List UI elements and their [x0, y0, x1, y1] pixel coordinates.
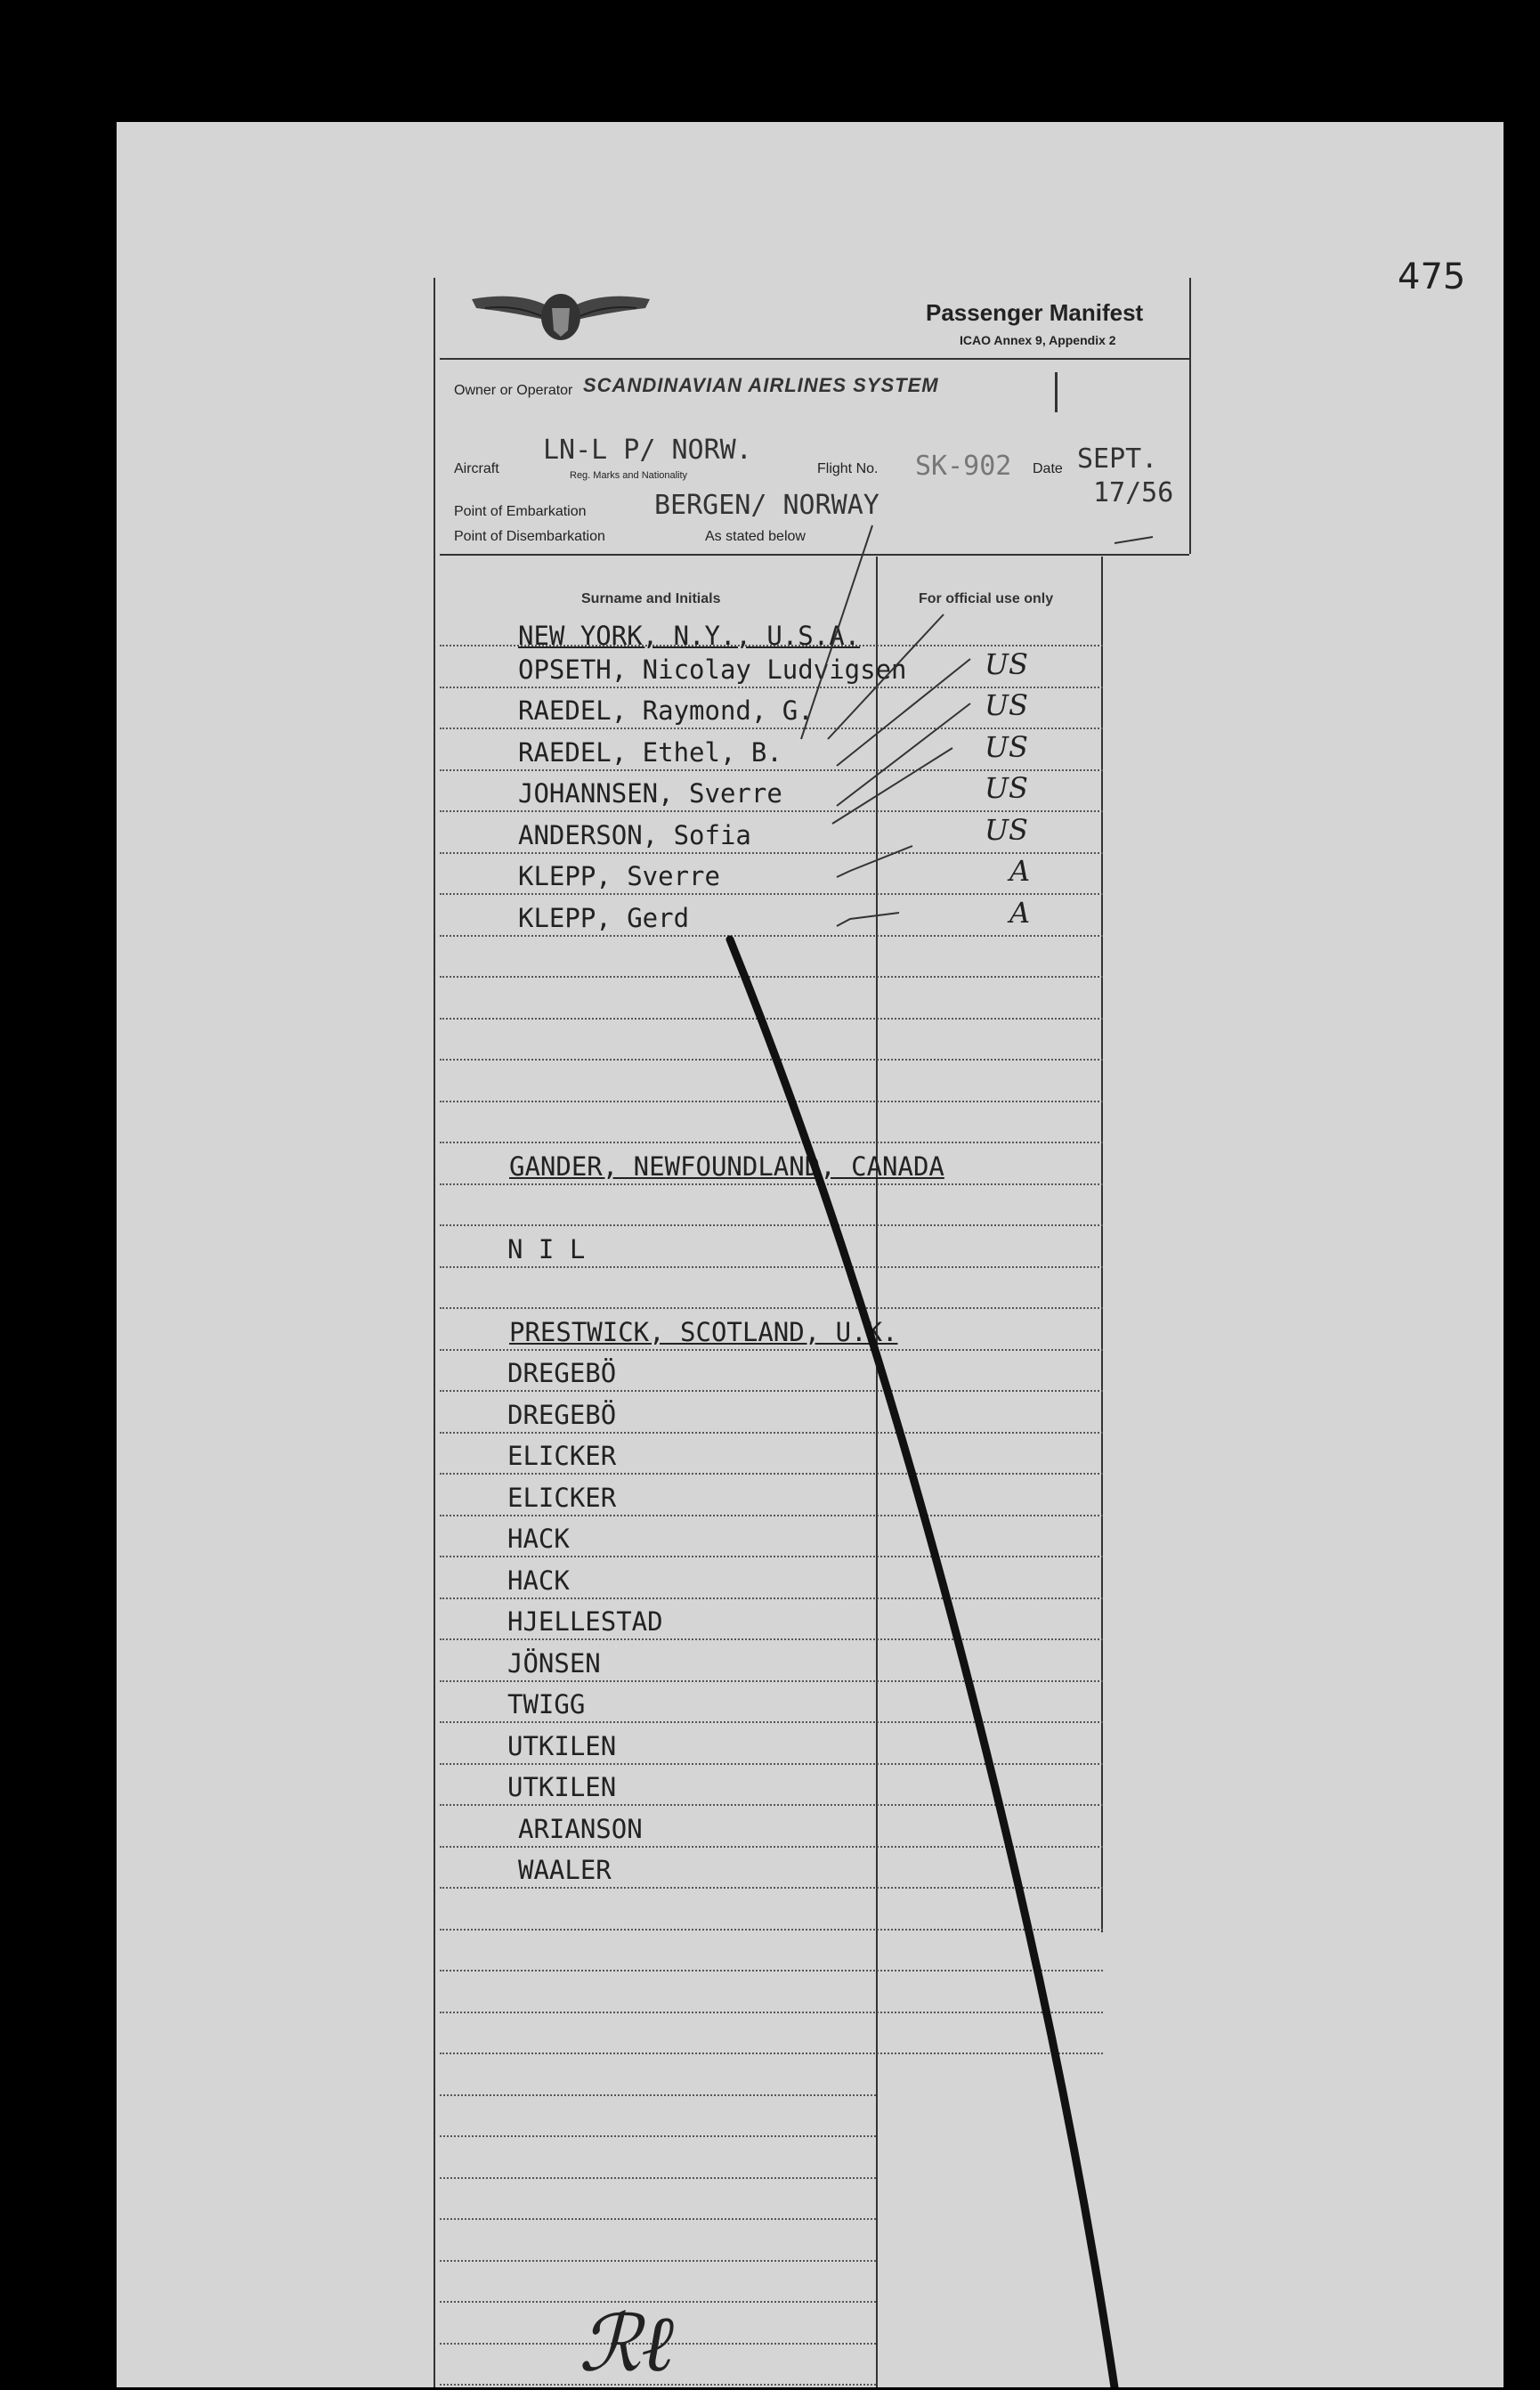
- manifest-subtitle: ICAO Annex 9, Appendix 2: [960, 333, 1116, 347]
- passenger-name: WAALER: [518, 1855, 612, 1885]
- passenger-name: HACK: [507, 1524, 570, 1554]
- passenger-name: UTKILEN: [507, 1730, 617, 1761]
- manifest-title: Passenger Manifest: [926, 299, 1144, 326]
- passenger-name: ELICKER: [507, 1482, 617, 1513]
- passenger-name: JOHANNSEN, Sverre: [518, 778, 782, 809]
- passenger-name: KLEPP, Sverre: [518, 861, 720, 891]
- official-mark: US: [985, 688, 1028, 722]
- destination-heading: PRESTWICK, SCOTLAND, U.K.: [509, 1316, 898, 1347]
- passenger-name: ARIANSON: [518, 1813, 643, 1844]
- embarkation-value: BERGEN/ NORWAY: [654, 490, 879, 521]
- official-mark: US: [985, 812, 1028, 847]
- passenger-name: DREGEBÖ: [507, 1358, 617, 1388]
- flight-label: Flight No.: [817, 461, 879, 476]
- disembarkation-value: As stated below: [705, 529, 806, 544]
- passenger-name: ELICKER: [507, 1441, 617, 1471]
- operator-name: SCANDINAVIAN AIRLINES SYSTEM: [583, 374, 939, 396]
- passenger-name: ANDERSON, Sofia: [518, 819, 751, 850]
- official-mark: A: [1009, 854, 1031, 888]
- handwritten-signature: ℛℓ: [579, 2297, 674, 2389]
- passenger-name: N I L: [507, 1233, 586, 1264]
- official-mark: US: [985, 771, 1028, 805]
- official-mark: US: [985, 729, 1028, 764]
- aircraft-label: Aircraft: [454, 461, 499, 476]
- passenger-name: UTKILEN: [507, 1772, 617, 1802]
- passenger-name: RAEDEL, Raymond, G.: [518, 695, 814, 726]
- date-line2: 17/56: [1093, 477, 1174, 508]
- date-line1: SEPT.: [1077, 443, 1158, 475]
- passenger-name: HACK: [507, 1565, 570, 1596]
- passenger-name: RAEDEL, Ethel, B.: [518, 736, 782, 768]
- official-mark: US: [985, 646, 1028, 681]
- passenger-name: OPSETH, Nicolay Ludvigsen: [518, 654, 907, 685]
- official-mark: A: [1009, 895, 1031, 930]
- flight-value: SK-902: [915, 451, 1012, 482]
- passenger-name: TWIGG: [507, 1689, 586, 1719]
- destination-heading: NEW YORK, N.Y., U.S.A.: [518, 621, 861, 652]
- aircraft-sublabel: Reg. Marks and Nationality: [570, 470, 688, 481]
- passenger-name: DREGEBÖ: [507, 1399, 617, 1430]
- destination-heading: GANDER, NEWFOUNDLAND, CANADA: [509, 1150, 944, 1182]
- official-column-header: For official use only: [919, 591, 1054, 606]
- names-column-header: Surname and Initials: [581, 591, 721, 606]
- passenger-name: KLEPP, Gerd: [518, 902, 690, 933]
- passenger-name: HJELLESTAD: [507, 1606, 663, 1637]
- embarkation-label: Point of Embarkation: [454, 504, 587, 519]
- date-label: Date: [1033, 461, 1063, 476]
- owner-label: Owner or Operator: [454, 383, 573, 398]
- page-number: 475: [1398, 256, 1466, 297]
- passenger-name: JÖNSEN: [507, 1647, 601, 1679]
- aircraft-value: LN-L P/ NORW.: [543, 435, 752, 466]
- disembarkation-label: Point of Disembarkation: [454, 529, 605, 544]
